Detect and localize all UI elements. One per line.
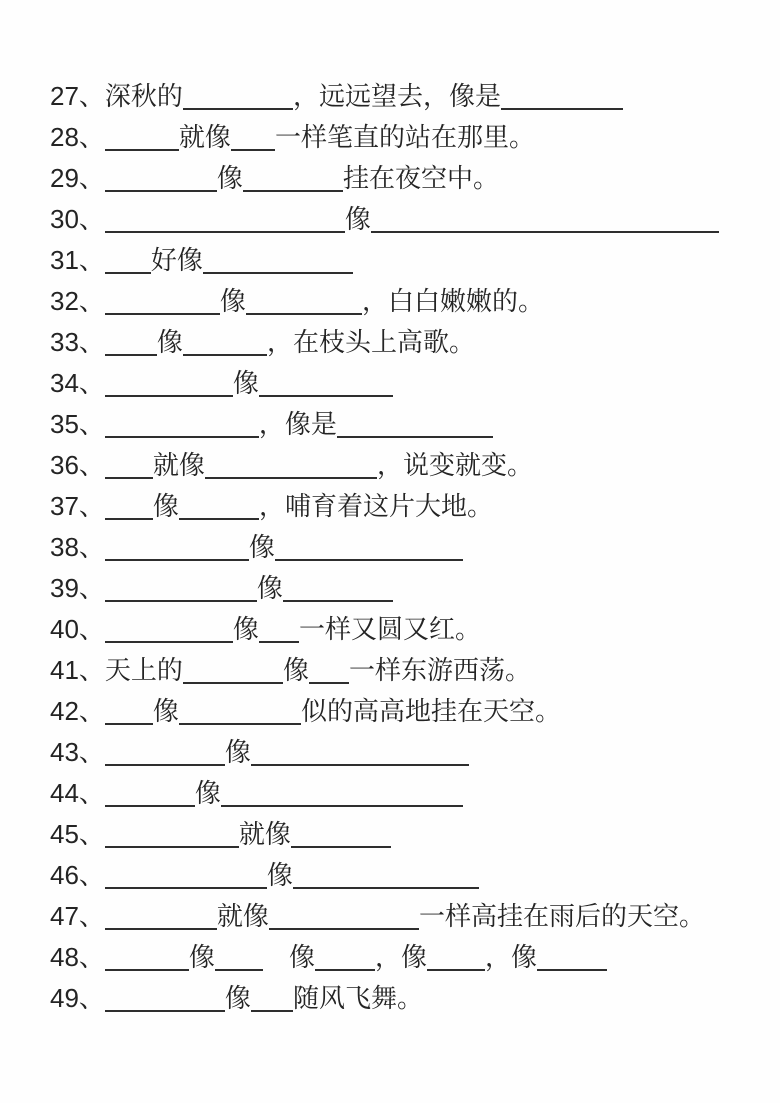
fill-in-blank [246,313,362,315]
fill-in-blank [501,108,623,110]
fill-in-blank [105,354,157,356]
fill-in-blank [315,969,375,971]
sentence-text: 像 [344,204,371,234]
fill-in-blank [105,518,153,520]
sentence-text: ，哺育着这片大地。 [258,491,493,521]
sentence-text: 像 [219,286,246,316]
line-number: 33、 [50,327,105,357]
fill-in-blank [427,969,485,971]
fill-in-blank [105,559,249,561]
fill-in-blank [203,272,353,274]
sentence-text: 像 [232,368,259,398]
sentence-text: 就像 [238,819,291,849]
sentence-text: 随风飞舞。 [292,983,423,1013]
worksheet-line [50,978,756,1019]
fill-in-blank [105,1010,225,1012]
worksheet-lines-container [50,76,756,1019]
sentence-text: 像 [152,491,179,521]
fill-in-blank [537,969,607,971]
worksheet-line [50,363,756,404]
fill-in-blank [105,928,217,930]
fill-in-blank [105,805,195,807]
line-number: 41、 [50,655,105,685]
fill-in-blank [179,723,301,725]
fill-in-blank [105,600,257,602]
line-number: 35、 [50,409,105,439]
sentence-text: 挂在夜空中。 [342,163,499,193]
fill-in-blank [105,477,153,479]
sentence-text: 像 [256,573,283,603]
line-number: 46、 [50,860,105,890]
fill-in-blank [293,887,479,889]
worksheet-line [50,609,756,650]
worksheet-line [50,814,756,855]
line-number: 45、 [50,819,105,849]
sentence-text: 像 [262,942,315,972]
worksheet-line [50,773,756,814]
fill-in-blank [105,641,233,643]
fill-in-blank [251,1010,293,1012]
fill-in-blank [205,477,377,479]
line-number: 29、 [50,163,105,193]
sentence-text: 一样笔直的站在那里。 [274,122,535,152]
sentence-text: 就像 [178,122,231,152]
sentence-text: 像 [194,778,221,808]
fill-in-blank [105,969,189,971]
fill-in-blank [259,641,299,643]
fill-in-blank [243,190,343,192]
sentence-text: 就像 [152,450,205,480]
sentence-text: 深秋的 [104,81,183,111]
worksheet-line [50,322,756,363]
line-number: 48、 [50,942,105,972]
line-number: 49、 [50,983,105,1013]
fill-in-blank [105,313,220,315]
fill-in-blank [105,764,225,766]
sentence-text: 像 [224,737,251,767]
fill-in-blank [221,805,463,807]
fill-in-blank [105,395,233,397]
sentence-text: 像 [156,327,183,357]
line-number: 30、 [50,204,105,234]
fill-in-blank [251,764,469,766]
sentence-text: 像 [188,942,215,972]
line-number: 37、 [50,491,105,521]
worksheet-line [50,568,756,609]
fill-in-blank [183,682,283,684]
sentence-text: 像 [216,163,243,193]
sentence-text: 一样东游西荡。 [348,655,531,685]
line-number: 39、 [50,573,105,603]
line-number: 38、 [50,532,105,562]
line-number: 43、 [50,737,105,767]
line-number: 28、 [50,122,105,152]
fill-in-blank [105,272,151,274]
line-number: 32、 [50,286,105,316]
fill-in-blank [283,600,393,602]
worksheet-line [50,158,756,199]
sentence-text: ，在枝头上高歌。 [266,327,475,357]
worksheet-line [50,937,756,978]
sentence-text: 一样高挂在雨后的天空。 [418,901,705,931]
fill-in-blank [105,887,267,889]
sentence-text: ，白白嫩嫩的。 [361,286,544,316]
sentence-text: ，像 [374,942,427,972]
fill-in-blank [275,559,463,561]
fill-in-blank [105,723,153,725]
sentence-text: 似的高高地挂在天空。 [300,696,561,726]
sentence-text: 像 [224,983,251,1013]
fill-in-blank [183,354,267,356]
worksheet-line [50,76,756,117]
worksheet-line [50,240,756,281]
line-number: 40、 [50,614,105,644]
fill-in-blank [215,969,263,971]
line-number: 34、 [50,368,105,398]
sentence-text: 一样又圆又红。 [298,614,481,644]
sentence-text: ，远远望去，像是 [292,81,501,111]
fill-in-blank [179,518,259,520]
fill-in-blank [105,436,259,438]
sentence-text: ，像是 [258,409,337,439]
sentence-text: 就像 [216,901,269,931]
sentence-text: 像 [266,860,293,890]
worksheet-line [50,650,756,691]
worksheet-line [50,691,756,732]
sentence-text: ，说变就变。 [376,450,533,480]
fill-in-blank [337,436,493,438]
fill-in-blank [259,395,393,397]
fill-in-blank [371,231,719,233]
worksheet-line [50,117,756,158]
sentence-text: ，像 [484,942,537,972]
worksheet-line [50,445,756,486]
worksheet-line [50,486,756,527]
fill-in-blank [309,682,349,684]
worksheet-line [50,855,756,896]
worksheet-line [50,281,756,322]
fill-in-blank [231,149,275,151]
fill-in-blank [105,190,217,192]
line-number: 42、 [50,696,105,726]
sentence-text: 像 [248,532,275,562]
fill-in-blank [105,231,345,233]
fill-in-blank [291,846,391,848]
sentence-text: 天上的 [104,655,183,685]
sentence-text: 像 [152,696,179,726]
worksheet-line [50,527,756,568]
line-number: 27、 [50,81,105,111]
line-number: 47、 [50,901,105,931]
sentence-text: 像 [282,655,309,685]
fill-in-blank [105,149,179,151]
line-number: 36、 [50,450,105,480]
fill-in-blank [105,846,239,848]
sentence-text: 像 [232,614,259,644]
sentence-text: 好像 [150,245,203,275]
fill-in-blank [269,928,419,930]
worksheet-line [50,404,756,445]
worksheet-line [50,896,756,937]
worksheet-line [50,199,756,240]
line-number: 44、 [50,778,105,808]
fill-in-blank [183,108,293,110]
line-number: 31、 [50,245,105,275]
worksheet-line [50,732,756,773]
